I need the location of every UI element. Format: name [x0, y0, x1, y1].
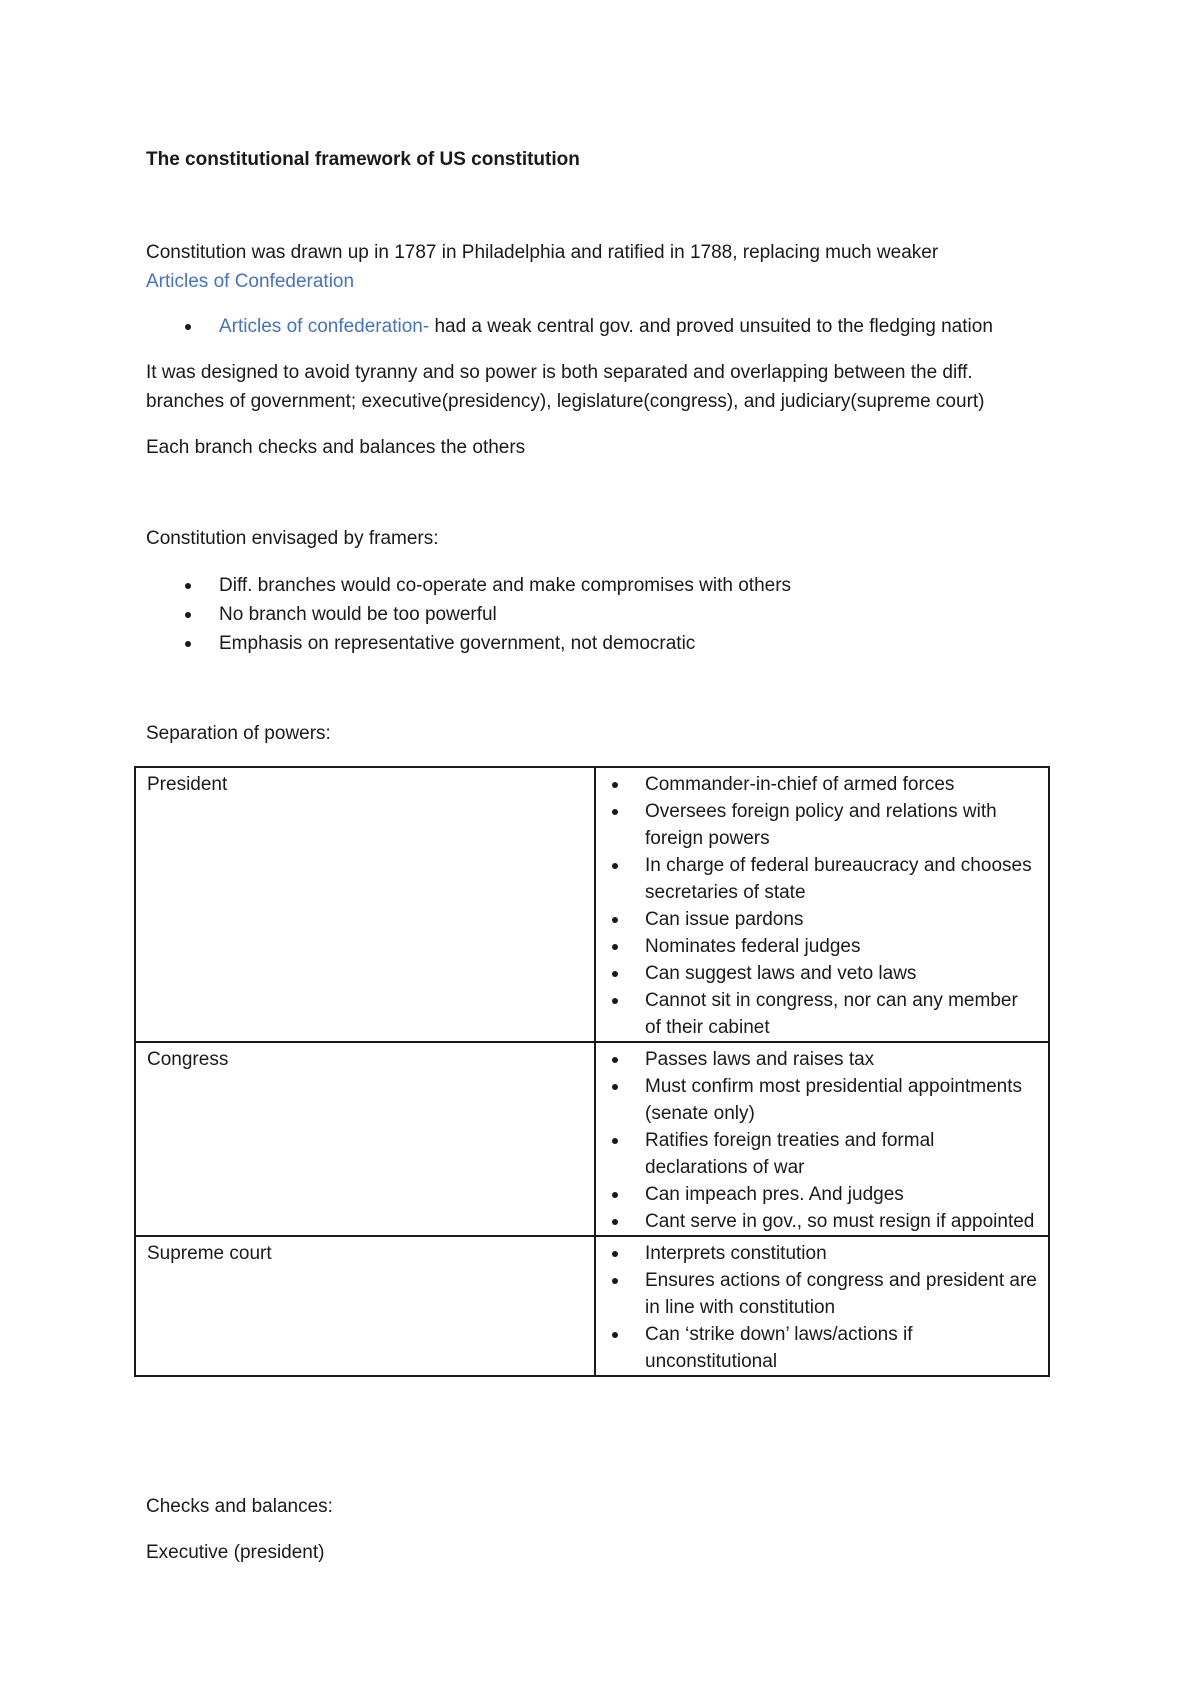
list-item: Interprets constitution: [607, 1240, 1038, 1267]
powers-list: [607, 771, 1038, 1041]
framers-heading: Constitution envisaged by framers:: [146, 528, 439, 549]
intro-line: Constitution was drawn up in 1787 in Philadelphia and ratified in 1788, replacing much weaker: [146, 242, 939, 263]
list-item: Oversees foreign policy and relations with foreign powers: [607, 798, 1038, 852]
framers-bullet-list: [146, 571, 791, 658]
powers-list: [607, 1240, 1038, 1375]
list-item: Cant serve in gov., so must resign if appointed: [607, 1208, 1038, 1235]
table-row: [135, 1236, 1049, 1376]
executive-heading: Executive (president): [146, 1542, 325, 1563]
list-item: Can suggest laws and veto laws: [607, 960, 1038, 987]
tyranny-line-2: branches of government; executive(presidency), legislature(congress), and judiciary(supreme court): [146, 391, 985, 412]
list-item: Commander-in-chief of armed forces: [607, 771, 1038, 798]
list-item: Must confirm most presidential appointments (senate only): [607, 1073, 1038, 1127]
checks-line: Each branch checks and balances the others: [146, 437, 526, 458]
list-item: Ensures actions of congress and president are in line with constitution: [607, 1267, 1038, 1321]
list-item: [146, 312, 993, 341]
articles-confederation-link[interactable]: Articles of confederation-: [219, 316, 430, 337]
list-item: Ratifies foreign treaties and formal declarations of war: [607, 1127, 1038, 1181]
checks-heading: Checks and balances:: [146, 1496, 333, 1517]
separation-of-powers-table: [134, 766, 1050, 1377]
list-item: Can impeach pres. And judges: [607, 1181, 1038, 1208]
branch-cell: Supreme court: [135, 1236, 595, 1376]
list-item: Emphasis on representative government, not democratic: [146, 629, 791, 658]
powers-cell: [595, 767, 1049, 1042]
list-item: Nominates federal judges: [607, 933, 1038, 960]
articles-link[interactable]: Articles of Confederation: [146, 271, 355, 292]
list-item: Can ‘strike down’ laws/actions if unconstitutional: [607, 1321, 1038, 1375]
table-row: [135, 767, 1049, 1042]
list-item: Passes laws and raises tax: [607, 1046, 1038, 1073]
list-item: Diff. branches would co-operate and make compromises with others: [146, 571, 791, 600]
tyranny-line-1: It was designed to avoid tyranny and so power is both separated and overlapping between the diff.: [146, 362, 973, 383]
list-item: No branch would be too powerful: [146, 600, 791, 629]
articles-bullet-list: [146, 312, 993, 341]
bullet-text: had a weak central gov. and proved unsuited to the fledging nation: [429, 316, 993, 337]
list-item: Cannot sit in congress, nor can any member of their cabinet: [607, 987, 1038, 1041]
powers-cell: [595, 1042, 1049, 1236]
separation-heading: Separation of powers:: [146, 723, 331, 744]
table-row: [135, 1042, 1049, 1236]
document-title: The constitutional framework of US constitution: [146, 149, 580, 170]
list-item: Can issue pardons: [607, 906, 1038, 933]
branch-cell: Congress: [135, 1042, 595, 1236]
powers-cell: [595, 1236, 1049, 1376]
powers-list: [607, 1046, 1038, 1235]
list-item: In charge of federal bureaucracy and chooses secretaries of state: [607, 852, 1038, 906]
branch-cell: President: [135, 767, 595, 1042]
